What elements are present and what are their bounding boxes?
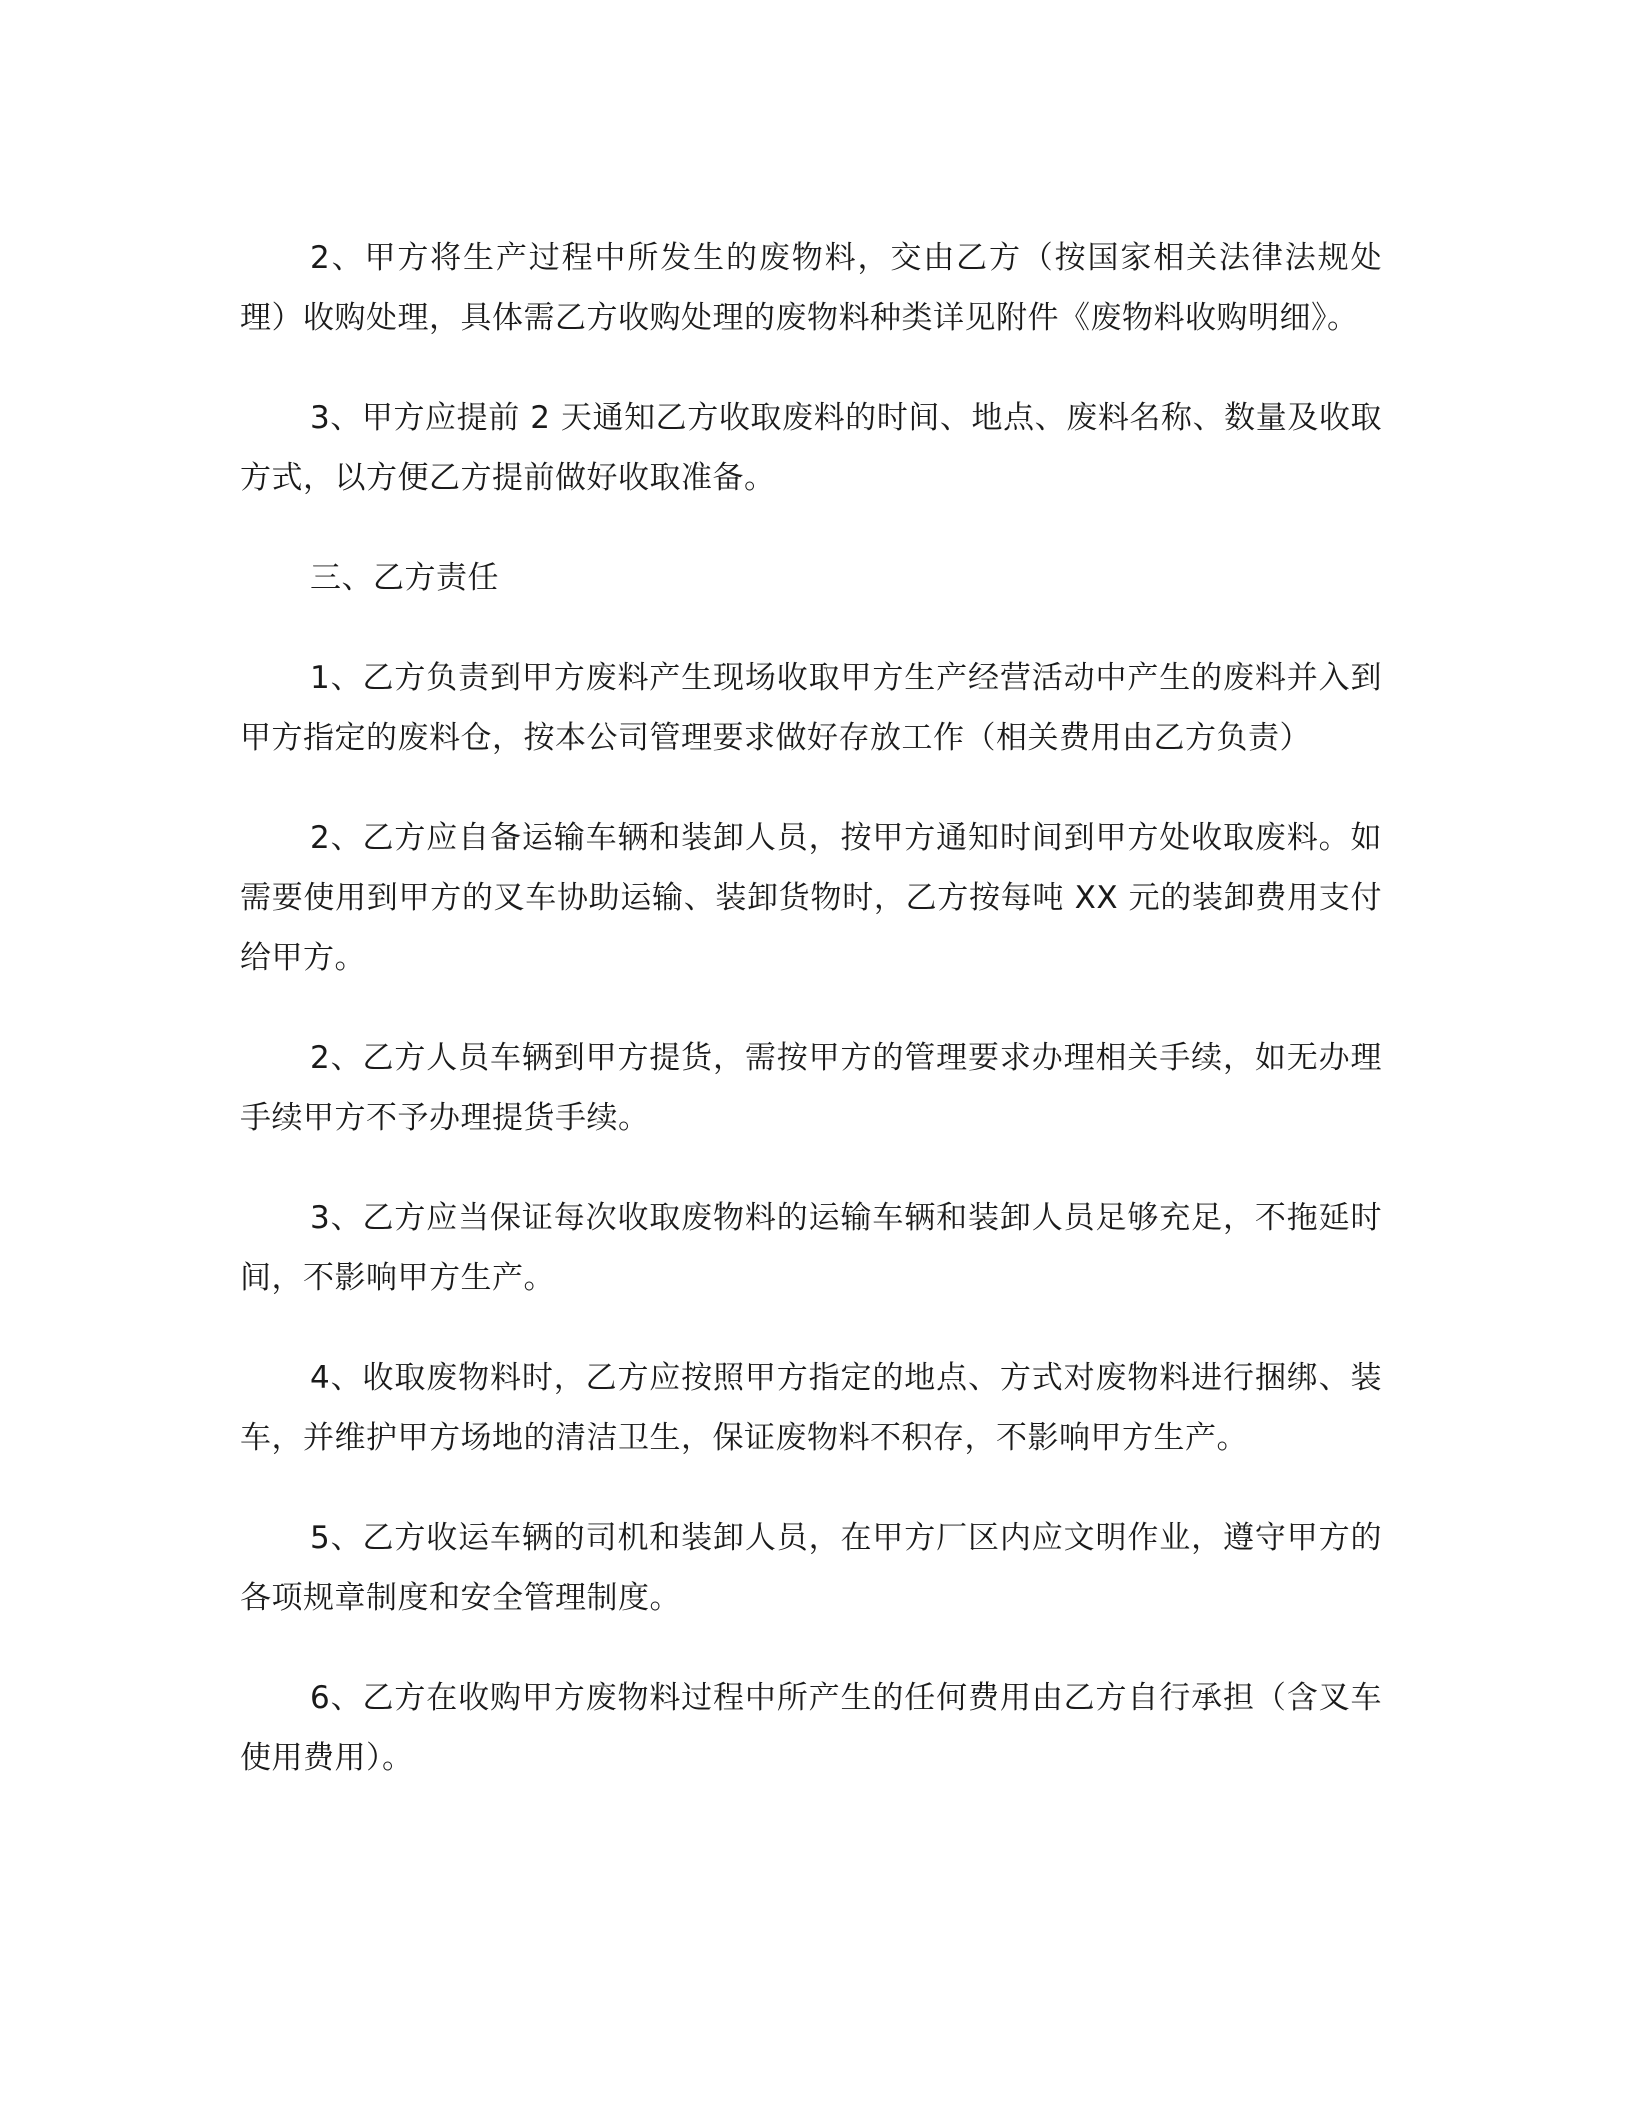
section-heading-party-b-responsibilities: 三、乙方责任 (310, 560, 499, 596)
paragraph-party-b-2b: 2、乙方人员车辆到甲方提货，需按甲方的管理要求办理相关手续，如无办理手续甲方不予办理提货手续。 (240, 1040, 1382, 1136)
paragraph-party-b-6: 6、乙方在收购甲方废物料过程中所产生的任何费用由乙方自行承担（含叉车使用费用）。 (240, 1680, 1382, 1776)
paragraph-party-b-1: 1、乙方负责到甲方废料产生现场收取甲方生产经营活动中产生的废料并入到甲方指定的废料仓，按本公司管理要求做好存放工作（相关费用由乙方负责） (240, 660, 1382, 756)
paragraph-party-b-5: 5、乙方收运车辆的司机和装卸人员，在甲方厂区内应文明作业，遵守甲方的各项规章制度和安全管理制度。 (240, 1520, 1382, 1616)
paragraph-clause-3: 3、甲方应提前 2 天通知乙方收取废料的时间、地点、废料名称、数量及收取方式，以方便乙方提前做好收取准备。 (240, 400, 1382, 496)
paragraph-clause-2: 2、甲方将生产过程中所发生的废物料，交由乙方（按国家相关法律法规处理）收购处理，具体需乙方收购处理的废物料种类详见附件《废物料收购明细》。 (240, 240, 1382, 336)
paragraph-party-b-3: 3、乙方应当保证每次收取废物料的运输车辆和装卸人员足够充足，不拖延时间，不影响甲方生产。 (240, 1200, 1382, 1296)
paragraph-party-b-4: 4、收取废物料时，乙方应按照甲方指定的地点、方式对废物料进行捆绑、装车，并维护甲方场地的清洁卫生，保证废物料不积存，不影响甲方生产。 (240, 1360, 1382, 1456)
paragraph-party-b-2a: 2、乙方应自备运输车辆和装卸人员，按甲方通知时间到甲方处收取废料。如需要使用到甲方的叉车协助运输、装卸货物时，乙方按每吨 XX 元的装卸费用支付给甲方。 (240, 820, 1382, 976)
document-body (240, 228, 1382, 1828)
